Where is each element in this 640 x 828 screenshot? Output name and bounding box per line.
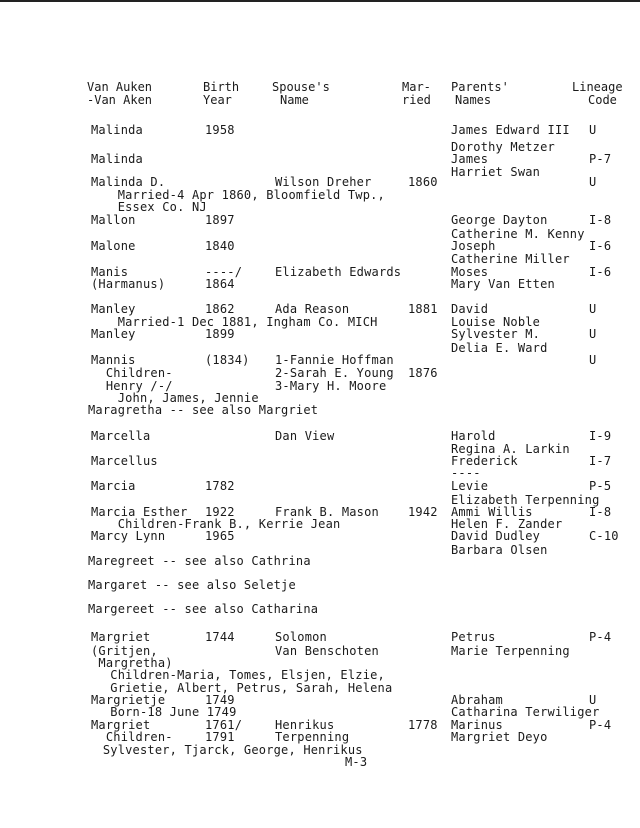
entry-birth-year: 1749: [205, 693, 235, 707]
entry-parents: Regina A. Larkin: [451, 442, 570, 456]
entry-married: 1881: [408, 302, 438, 316]
entry-parents: Delia E. Ward: [451, 341, 548, 355]
entry-parents: ----: [451, 466, 481, 480]
entry-name: Marcellus: [91, 454, 158, 468]
entry-text: Children-Frank B., Kerrie Jean: [88, 517, 341, 531]
entry-name: Marcella: [91, 429, 151, 443]
entry-text: Essex Co. NJ: [88, 200, 207, 214]
entry-lineage-code: I-8: [589, 505, 612, 519]
entry-lineage-code: P-4: [589, 718, 612, 732]
entry-lineage-code: P-7: [589, 152, 612, 166]
entry-parents: Elizabeth Terpenning: [451, 493, 600, 507]
page-number: M-3: [345, 755, 368, 769]
entry-birth-year: 1782: [205, 479, 235, 493]
entry-text: Maragretha -- see also Margriet: [88, 403, 319, 417]
entry-married: 1876: [408, 366, 438, 380]
entry-name: Mallon: [91, 213, 136, 227]
entry-text: Maregreet -- see also Cathrina: [88, 554, 311, 568]
entry-name: Mannis: [91, 353, 136, 367]
entry-name: Children-: [91, 366, 173, 380]
entry-name: Margrietje: [91, 693, 166, 707]
entry-spouse: Solomon: [275, 630, 327, 644]
entry-parents: Levie: [451, 479, 489, 493]
entry-spouse: Elizabeth Edwards: [275, 265, 402, 279]
entry-birth-year: 1744: [205, 630, 235, 644]
entry-parents: Frederick: [451, 454, 518, 468]
header-van-auken: Van Auken -Van Aken: [87, 80, 153, 107]
entry-lineage-code: I-8: [589, 213, 612, 227]
entry-text: Sylvester, Tjarck, George, Henrikus: [88, 743, 363, 757]
entry-birth-year: ----/: [205, 265, 243, 279]
entry-lineage-code: I-7: [589, 454, 612, 468]
entry-parents: Barbara Olsen: [451, 543, 548, 557]
entry-birth-year: 1899: [205, 327, 235, 341]
entry-lineage-code: U: [589, 123, 597, 137]
entry-lineage-code: U: [589, 693, 597, 707]
entry-spouse: Frank B. Mason: [275, 505, 379, 519]
entry-text: Margereet -- see also Catharina: [88, 602, 319, 616]
entry-parents: Marinus: [451, 718, 503, 732]
entry-name: Children-: [91, 730, 173, 744]
entry-spouse: Van Benschoten: [275, 644, 379, 658]
entry-text: Children-Maria, Tomes, Elsjen, Elzie,: [88, 668, 385, 682]
entry-parents: Mary Van Etten: [451, 277, 555, 291]
entry-parents: Sylvester M.: [451, 327, 541, 341]
entry-name: Marcy Lynn: [91, 529, 166, 543]
entry-name: Margriet: [91, 718, 151, 732]
entry-married: 1860: [408, 175, 438, 189]
entry-birth-year: 1791: [205, 730, 235, 744]
entry-name: Marcia Esther: [91, 505, 188, 519]
entry-parents: David Dudley: [451, 529, 541, 543]
entry-birth-year: 1965: [205, 529, 235, 543]
entry-spouse: Wilson Dreher: [275, 175, 372, 189]
entry-spouse: 2-Sarah E. Young: [275, 366, 394, 380]
entry-lineage-code: I-9: [589, 429, 612, 443]
entry-name: Margriet: [91, 630, 151, 644]
entry-name: (Harmanus): [91, 277, 166, 291]
top-rule: [0, 0, 640, 2]
entry-parents: Margriet Deyo: [451, 730, 548, 744]
entry-name: Malinda: [91, 152, 143, 166]
entry-parents: Catherine Miller: [451, 252, 570, 266]
entry-parents: Harriet Swan: [451, 165, 541, 179]
entry-name: Malinda: [91, 123, 143, 137]
entry-spouse: Henrikus: [275, 718, 335, 732]
entry-name: Manley: [91, 302, 136, 316]
header-lineage-code: Lineage Code: [572, 80, 623, 107]
entry-text: John, James, Jennie: [88, 391, 259, 405]
entry-parents: Petrus: [451, 630, 496, 644]
entry-lineage-code: P-4: [589, 630, 612, 644]
entry-text: Grietie, Albert, Petrus, Sarah, Helena: [88, 681, 393, 695]
entry-spouse: 3-Mary H. Moore: [275, 379, 387, 393]
entry-parents: James: [451, 152, 489, 166]
entry-name: Manley: [91, 327, 136, 341]
entry-parents: Catharina Terwiliger: [451, 705, 600, 719]
header-birth-year: Birth Year: [203, 80, 240, 107]
entry-text: Married-4 Apr 1860, Bloomfield Twp.,: [88, 188, 385, 202]
entry-parents: Abraham: [451, 693, 503, 707]
entry-name: Marcia: [91, 479, 136, 493]
entry-parents: Joseph: [451, 239, 496, 253]
entry-lineage-code: U: [589, 175, 597, 189]
entry-parents: Marie Terpenning: [451, 644, 570, 658]
entry-parents: Ammi Willis: [451, 505, 533, 519]
entry-lineage-code: U: [589, 353, 597, 367]
entry-lineage-code: I-6: [589, 239, 612, 253]
entry-parents: David: [451, 302, 489, 316]
entry-parents: Dorothy Metzer: [451, 140, 555, 154]
entry-name: Henry /-/: [91, 379, 173, 393]
entry-parents: Moses: [451, 265, 489, 279]
entry-spouse: Dan View: [275, 429, 335, 443]
entry-name: Manis: [91, 265, 129, 279]
entry-lineage-code: P-5: [589, 479, 612, 493]
entry-text: Married-1 Dec 1881, Ingham Co. MICH: [88, 315, 378, 329]
entry-text: Margaret -- see also Seletje: [88, 578, 296, 592]
entry-birth-year: 1761/: [205, 718, 243, 732]
entry-spouse: 1-Fannie Hoffman: [275, 353, 394, 367]
entry-married: 1778: [408, 718, 438, 732]
entry-name: Malone: [91, 239, 136, 253]
header-married: Mar- ried: [402, 80, 431, 107]
entry-birth-year: 1922: [205, 505, 235, 519]
entry-parents: Harold: [451, 429, 496, 443]
entry-spouse: Ada Reason: [275, 302, 350, 316]
entry-lineage-code: I-6: [589, 265, 612, 279]
entry-parents: Catherine M. Kenny: [451, 227, 585, 241]
entry-birth-year: (1834): [205, 353, 250, 367]
entry-birth-year: 1840: [205, 239, 235, 253]
entry-name: Malinda D.: [91, 175, 166, 189]
header-parents-names: Parents' Names: [451, 80, 509, 107]
entry-spouse: Terpenning: [275, 730, 350, 744]
entry-birth-year: 1864: [205, 277, 235, 291]
entry-name: Margretha): [91, 656, 173, 670]
header-spouse-name: Spouse's Name: [272, 80, 330, 107]
entry-birth-year: 1958: [205, 123, 235, 137]
entry-lineage-code: U: [589, 302, 597, 316]
entry-lineage-code: U: [589, 327, 597, 341]
entry-name: (Gritjen,: [91, 644, 158, 658]
entry-birth-year: 1862: [205, 302, 235, 316]
entry-parents: James Edward III: [451, 123, 570, 137]
entry-lineage-code: C-10: [589, 529, 619, 543]
entry-parents: Helen F. Zander: [451, 517, 563, 531]
entry-married: 1942: [408, 505, 438, 519]
entry-parents: Louise Noble: [451, 315, 541, 329]
entry-parents: George Dayton: [451, 213, 548, 227]
entry-text: Born-18 June 1749: [88, 705, 237, 719]
entry-birth-year: 1897: [205, 213, 235, 227]
